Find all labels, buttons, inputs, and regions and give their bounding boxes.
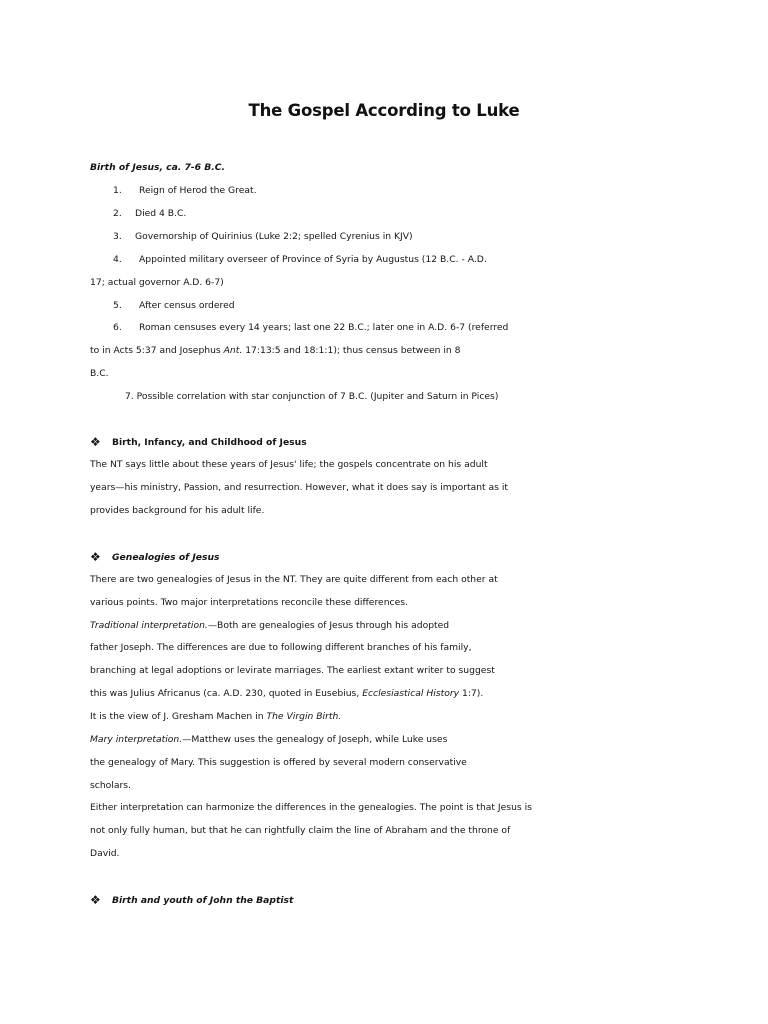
diamond-bullet-icon: ❖ [90, 435, 101, 449]
list-text: After census ordered [139, 300, 235, 311]
section-heading-text: Birth and youth of John the Baptist [112, 895, 294, 906]
list-number: 5. [113, 300, 122, 311]
paragraph-line: There are two genealogies of Jesus in the NT. They are quite different from each other at [90, 574, 498, 585]
list-item [113, 208, 186, 220]
section-heading-text: Birth, Infancy, and Childhood of Jesus [112, 437, 307, 448]
birth-heading: Birth of Jesus, ca. 7-6 B.C. [90, 162, 225, 173]
list-item-continuation: 17; actual governor A.D. 6-7) [90, 277, 224, 288]
mary-interpretation-label: Mary interpretation. [90, 734, 183, 745]
list-item-continuation [90, 345, 461, 357]
paragraph-line: father Joseph. The differences are due to following different branches of his family, [90, 642, 472, 653]
list-text: Governorship of Quirinius (Luke 2:2; spelled Cyrenius in KJV) [135, 231, 413, 242]
list-number: 4. [113, 254, 122, 265]
paragraph-line: scholars. [90, 780, 131, 791]
text-run: It is the view of J. Gresham Machen in [90, 711, 267, 722]
paragraph-line: not only fully human, but that he can rightfully claim the line of Abraham and the throne of [90, 825, 511, 836]
list-number: 2. [113, 208, 122, 219]
list-item [113, 300, 235, 312]
text-run: 17:13:5 and 18:1:1); thus census between in 8 [242, 345, 461, 356]
paragraph-line: The NT says little about these years of Jesus' life; the gospels concentrate on his adult [90, 459, 488, 470]
list-item [113, 185, 257, 197]
paragraph-line [90, 711, 341, 723]
paragraph-line: years—his ministry, Passion, and resurrection. However, what it does say is important as it [90, 482, 509, 493]
text-run: —Matthew uses the genealogy of Joseph, while Luke uses [182, 734, 448, 745]
text-run: this was Julius Africanus (ca. A.D. 230, quoted in Eusebius, [90, 688, 363, 699]
text-run: 1:7). [459, 688, 484, 699]
list-text: Roman censuses every 14 years; last one 22 B.C.; later one in A.D. 6-7 (referred [139, 322, 509, 333]
list-item: 7. Possible correlation with star conjunction of 7 B.C. (Jupiter and Saturn in Pices) [125, 391, 499, 402]
paragraph-line: the genealogy of Mary. This suggestion is offered by several modern conservative [90, 757, 467, 768]
book-title: The Virgin Birth. [266, 711, 342, 722]
diamond-bullet-icon: ❖ [90, 893, 101, 907]
traditional-interpretation-label: Traditional interpretation. [90, 620, 208, 631]
list-text: Reign of Herod the Great. [139, 185, 257, 196]
paragraph-line [90, 688, 483, 700]
list-number: 6. [113, 322, 122, 333]
section-heading-childhood [90, 436, 307, 449]
section-heading-john-baptist [90, 894, 293, 907]
book-title: Ecclesiastical History [362, 688, 460, 699]
list-number: 3. [113, 231, 122, 242]
section-heading-text: Genealogies of Jesus [112, 552, 220, 563]
text-run: to in Acts 5:37 and Josephus [90, 345, 224, 356]
list-text: Appointed military overseer of Province of Syria by Augustus (12 B.C. - A.D. [139, 254, 487, 265]
list-number: 1. [113, 185, 122, 196]
paragraph-line: Either interpretation can harmonize the differences in the genealogies. The point is that Jesus is [90, 802, 532, 813]
paragraph-line: provides background for his adult life. [90, 505, 265, 516]
section-heading-genealogies [90, 551, 219, 564]
list-item-continuation: B.C. [90, 368, 109, 379]
list-text: Died 4 B.C. [135, 208, 187, 219]
paragraph-line: David. [90, 848, 120, 859]
diamond-bullet-icon: ❖ [90, 550, 101, 564]
paragraph-line: various points. Two major interpretations reconcile these differences. [90, 597, 408, 608]
paragraph-line: branching at legal adoptions or levirate marriages. The earliest extant writer to suggest [90, 665, 495, 676]
paragraph-line [90, 620, 449, 632]
page-title: The Gospel According to Luke [248, 101, 520, 120]
text-run: —Both are genealogies of Jesus through his adopted [207, 620, 450, 631]
antiquities-abbrev: Ant. [223, 345, 243, 356]
paragraph-line [90, 734, 447, 746]
list-item [113, 322, 508, 334]
list-item [113, 231, 413, 243]
list-item [113, 254, 487, 266]
